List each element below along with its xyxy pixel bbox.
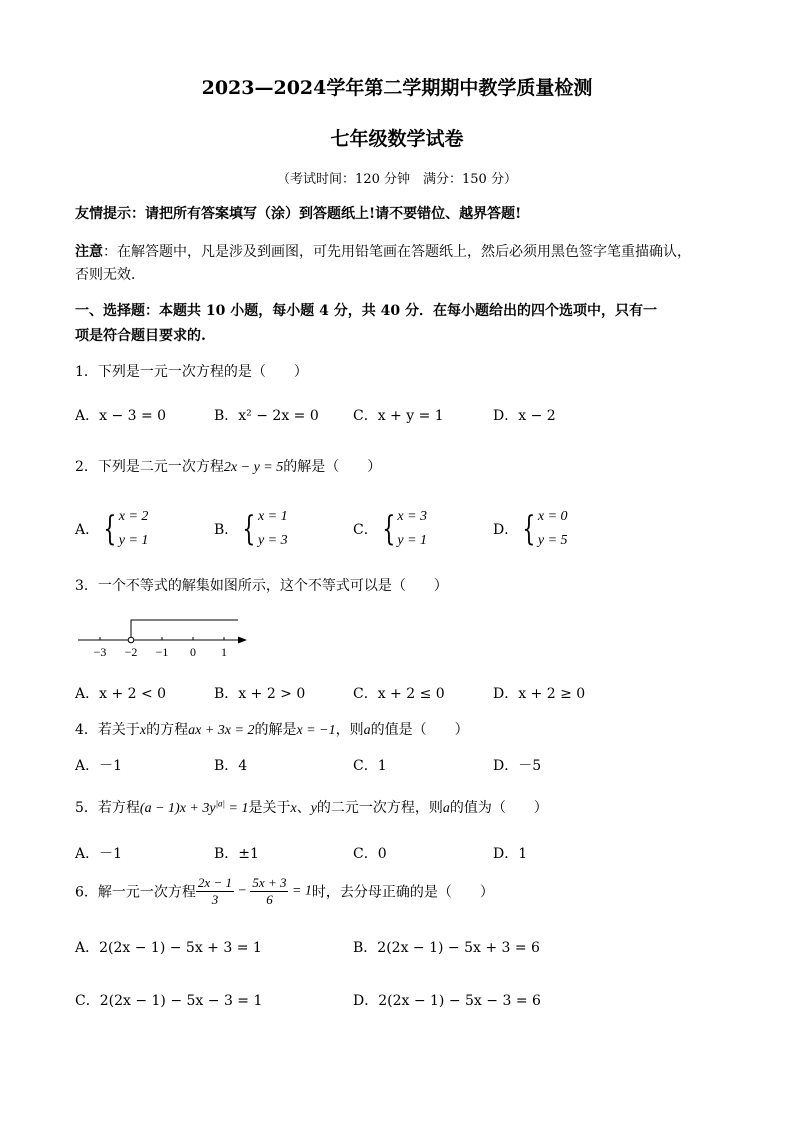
q5-var-a: a bbox=[442, 801, 450, 816]
q2-option-a-line2: y = 1 bbox=[118, 533, 149, 548]
section1-heading-2: 项是符合题目要求的. bbox=[75, 328, 206, 344]
q5-option-c: C．0 bbox=[353, 846, 387, 862]
arrow-right-icon bbox=[238, 637, 247, 644]
q6-fraction-1-denominator: 3 bbox=[211, 892, 219, 907]
q4-stem-2: 的方程 bbox=[146, 722, 189, 738]
q4-solution: x = −1 bbox=[296, 723, 336, 738]
q3-option-c: C．x + 2 ≤ 0 bbox=[353, 686, 445, 702]
q4-option-c: C．1 bbox=[353, 758, 387, 774]
note-label: 注意 bbox=[75, 244, 103, 260]
exam-subtitle: 七年级数学试卷 bbox=[330, 128, 464, 150]
q3-option-a: A．x + 2 < 0 bbox=[75, 686, 167, 702]
q6-fraction-2-numerator: 5x + 3 bbox=[252, 875, 287, 890]
friendly-tip: 友情提示：请把所有答案填写（涂）到答题纸上!请不要错位、越界答题! bbox=[75, 206, 522, 222]
q5-option-a: A．－1 bbox=[75, 846, 123, 862]
q2-stem-pre: 2．下列是二元一次方程 bbox=[75, 459, 224, 475]
q5-separator: 、 bbox=[296, 800, 311, 816]
q6-stem-1: 6．解一元一次方程 bbox=[75, 884, 196, 901]
q4-stem-3: 的解是 bbox=[254, 722, 297, 738]
q2-option-b-line2: y = 3 bbox=[257, 533, 288, 548]
q2-option-d-system bbox=[538, 505, 568, 553]
q5-equation-rhs: = 1 bbox=[225, 801, 249, 816]
tick-label: −2 bbox=[124, 645, 138, 659]
q6-minus: − bbox=[233, 883, 251, 899]
q6-fraction-2 bbox=[250, 875, 288, 908]
tick-label: 1 bbox=[221, 645, 227, 659]
tick-label: −3 bbox=[93, 645, 107, 659]
q6-option-d: D．2(2x − 1) − 5x − 3 = 6 bbox=[353, 993, 541, 1009]
solution-ray bbox=[131, 620, 238, 637]
q2-option-a-system bbox=[119, 505, 149, 553]
q2-option-a bbox=[75, 505, 148, 553]
q2-option-c bbox=[353, 505, 427, 553]
q6-fraction-1 bbox=[196, 875, 234, 908]
q6-fraction-1-numerator: 2x − 1 bbox=[197, 875, 232, 890]
brace-icon: { bbox=[242, 509, 256, 549]
q5-var-y: y bbox=[310, 801, 317, 816]
q2-option-c-label: C． bbox=[353, 522, 378, 538]
q4-option-d: D．－5 bbox=[493, 758, 542, 774]
q2-option-b bbox=[214, 505, 288, 553]
exam-info: （考试时间：120 分钟 满分：150 分） bbox=[277, 172, 517, 187]
q6-option-c: C．2(2x − 1) − 5x − 3 = 1 bbox=[75, 993, 263, 1009]
exam-title: 2023—2024学年第二学期期中教学质量检测 bbox=[201, 77, 593, 99]
q2-option-d-line2: y = 5 bbox=[537, 533, 568, 548]
q6-stem bbox=[75, 875, 494, 908]
q5-stem-2: 是关于 bbox=[248, 800, 291, 816]
q4-stem-5: 的值是（ ） bbox=[370, 722, 469, 738]
note-text-1: ：在解答题中，凡是涉及到画图，可先用铅笔画在答题纸上，然后必须用黑色签字笔重描确认， bbox=[103, 244, 691, 260]
note-line-1 bbox=[75, 241, 691, 261]
q2-stem-equation: 2x − y = 5 bbox=[223, 460, 284, 475]
q6-stem-2: 时，去分母正确的是（ ） bbox=[311, 884, 494, 901]
q5-stem-1: 5．若方程 bbox=[75, 800, 140, 816]
q4-equation: ax + 3x = 2 bbox=[188, 723, 255, 738]
q1-option-d: D．x − 2 bbox=[493, 408, 556, 424]
q2-stem-post: 的解是（ ） bbox=[283, 459, 382, 475]
q2-option-d-label: D． bbox=[493, 522, 519, 538]
q2-stem bbox=[75, 456, 381, 476]
q6-equals: = 1 bbox=[288, 883, 312, 899]
q5-stem-4: 的值为（ ） bbox=[449, 800, 548, 816]
q3-option-b: B．x + 2 > 0 bbox=[214, 686, 306, 702]
q2-option-c-system bbox=[397, 505, 427, 553]
q2-option-b-system bbox=[258, 505, 288, 553]
open-circle-icon bbox=[128, 637, 134, 643]
note-line-2: 否则无效． bbox=[75, 267, 145, 283]
q6-option-a: A．2(2x − 1) − 5x + 3 = 1 bbox=[75, 940, 262, 956]
q4-var-x: x bbox=[139, 723, 147, 738]
q5-equation-lhs: (a − 1)x + 3y bbox=[139, 801, 216, 816]
q2-option-a-label: A． bbox=[75, 522, 100, 538]
q6-fraction-2-denominator: 6 bbox=[266, 892, 273, 907]
brace-icon: { bbox=[522, 509, 536, 549]
brace-icon: { bbox=[103, 509, 117, 549]
q5-stem bbox=[75, 797, 548, 817]
q4-stem bbox=[75, 719, 469, 739]
q5-option-b: B．±1 bbox=[214, 846, 259, 862]
q2-option-d-line1: x = 0 bbox=[537, 509, 568, 524]
section1-heading-1: 一、选择题：本题共 10 小题，每小题 4 分，共 40 分．在每小题给出的四个选项中，只有一 bbox=[75, 303, 657, 319]
tick-label: 0 bbox=[190, 645, 196, 659]
q4-var-a: a bbox=[363, 723, 371, 738]
q1-option-b: B．x² − 2x = 0 bbox=[214, 408, 319, 424]
q2-option-b-line1: x = 1 bbox=[257, 509, 288, 524]
q3-stem: 3．一个不等式的解集如图所示，这个不等式可以是（ ） bbox=[75, 578, 448, 594]
q6-option-b: B．2(2x − 1) − 5x + 3 = 6 bbox=[353, 940, 540, 956]
number-line bbox=[75, 612, 255, 662]
q3-option-d: D．x + 2 ≥ 0 bbox=[493, 686, 586, 702]
q1-stem: 1．下列是一元一次方程的是（ ） bbox=[75, 364, 308, 380]
q1-option-a: A．x − 3 = 0 bbox=[75, 408, 167, 424]
q5-exponent: |a| bbox=[215, 798, 226, 809]
q4-stem-1: 4．若关于 bbox=[75, 722, 140, 738]
q4-stem-4: ，则 bbox=[335, 722, 364, 738]
q5-stem-3: 的二元一次方程，则 bbox=[316, 800, 443, 816]
q2-option-a-line1: x = 2 bbox=[118, 509, 149, 524]
brace-icon: { bbox=[382, 509, 396, 549]
q2-option-d bbox=[493, 505, 568, 553]
q4-option-b: B．4 bbox=[214, 758, 248, 774]
q2-option-c-line1: x = 3 bbox=[397, 509, 428, 524]
q4-option-a: A．－1 bbox=[75, 758, 123, 774]
q5-option-d: D．1 bbox=[493, 846, 528, 862]
q1-option-c: C．x + y = 1 bbox=[353, 408, 444, 424]
tick-label: −1 bbox=[155, 645, 169, 659]
q2-option-b-label: B． bbox=[214, 522, 239, 538]
q5-var-x: x bbox=[290, 801, 297, 816]
q2-option-c-line2: y = 1 bbox=[397, 533, 428, 548]
